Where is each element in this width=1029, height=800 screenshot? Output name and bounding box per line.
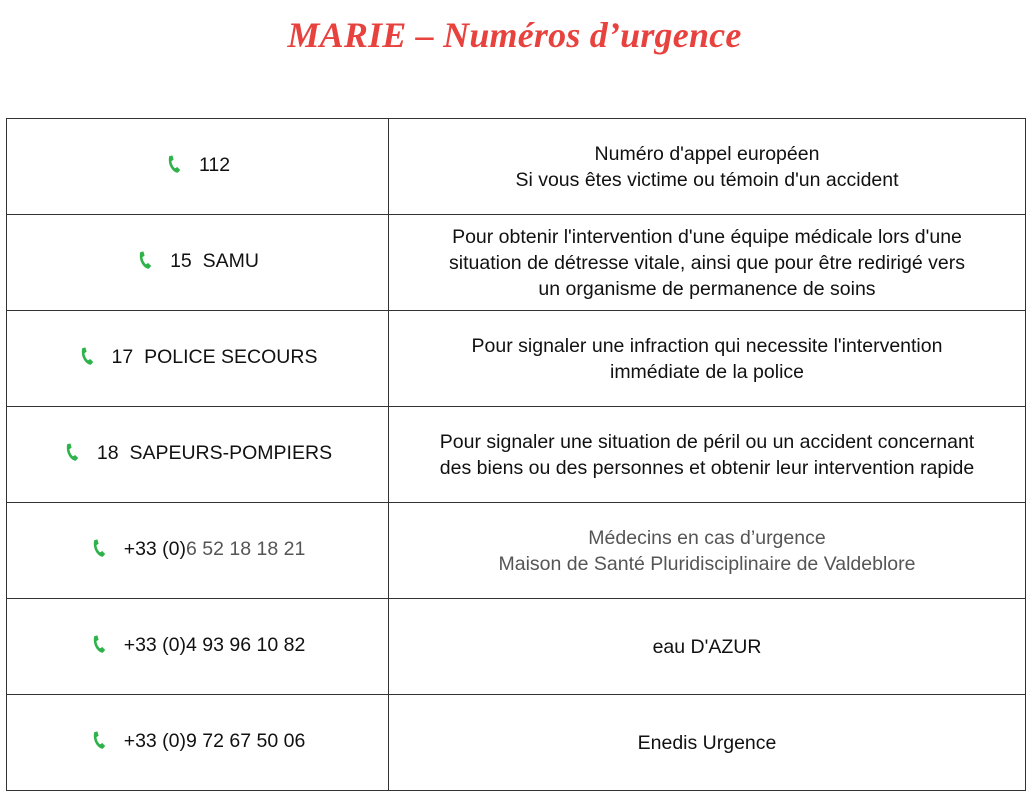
- description-line: Pour signaler une situation de péril ou un accident concernant: [439, 430, 975, 453]
- emergency-numbers-table: [6, 118, 1026, 791]
- description-cell: [389, 311, 1026, 407]
- number-cell: [7, 599, 389, 695]
- phone-number: 15 SAMU: [170, 249, 259, 272]
- description-line: Pour signaler une infraction qui necessite l'intervention: [471, 334, 943, 357]
- phone-icon: [90, 731, 106, 751]
- table-row: [7, 503, 1026, 599]
- number-cell: [7, 311, 389, 407]
- table-row: [7, 599, 1026, 695]
- phone-icon: [165, 155, 181, 175]
- phone-icon: [78, 347, 94, 367]
- phone-number: +33 (0)4 93 96 10 82: [123, 633, 306, 656]
- description-line: Médecins en cas d’urgence: [588, 526, 826, 549]
- description-cell: [389, 599, 1026, 695]
- description-cell: [389, 407, 1026, 503]
- phone-icon: [90, 539, 106, 559]
- table-row: [7, 215, 1026, 311]
- table-row: [7, 695, 1026, 791]
- description-line: immédiate de la police: [609, 360, 805, 383]
- phone-icon: [90, 635, 106, 655]
- description-line: Si vous êtes victime ou témoin d'un accident: [515, 168, 899, 191]
- phone-number: 112: [198, 153, 231, 176]
- phone-number: 17 POLICE SECOURS: [111, 345, 318, 368]
- table-row: [7, 311, 1026, 407]
- number-cell: [7, 215, 389, 311]
- description-cell: [389, 119, 1026, 215]
- description-line: situation de détresse vitale, ainsi que pour être redirigé vers: [449, 251, 965, 274]
- phone-number-prefix: +33 (0): [123, 537, 187, 560]
- number-cell: [7, 407, 389, 503]
- description-line: eau D'AZUR: [652, 635, 762, 658]
- phone-number: [124, 536, 306, 562]
- number-cell: [7, 503, 389, 599]
- description-line: Enedis Urgence: [637, 731, 777, 754]
- phone-icon: [63, 443, 79, 463]
- description-line: Pour obtenir l'intervention d'une équipe médicale lors d'une: [452, 225, 962, 248]
- description-line: Numéro d'appel européen: [594, 142, 820, 165]
- number-cell: [7, 119, 389, 215]
- phone-number: 18 SAPEURS-POMPIERS: [96, 441, 333, 464]
- phone-number: +33 (0)9 72 67 50 06: [123, 729, 306, 752]
- table-row: [7, 119, 1026, 215]
- description-line: un organisme de permanence de soins: [538, 277, 876, 300]
- description-cell: [389, 215, 1026, 311]
- description-line: des biens ou des personnes et obtenir leur intervention rapide: [439, 456, 975, 479]
- phone-number-rest: 6 52 18 18 21: [186, 537, 306, 560]
- description-cell: [389, 695, 1026, 791]
- description-cell: [389, 503, 1026, 599]
- table-row: [7, 407, 1026, 503]
- page-title: MARIE – Numéros d’urgence: [287, 15, 742, 55]
- phone-icon: [136, 251, 152, 271]
- number-cell: [7, 695, 389, 791]
- description-line: Maison de Santé Pluridisciplinaire de Valdeblore: [498, 552, 916, 575]
